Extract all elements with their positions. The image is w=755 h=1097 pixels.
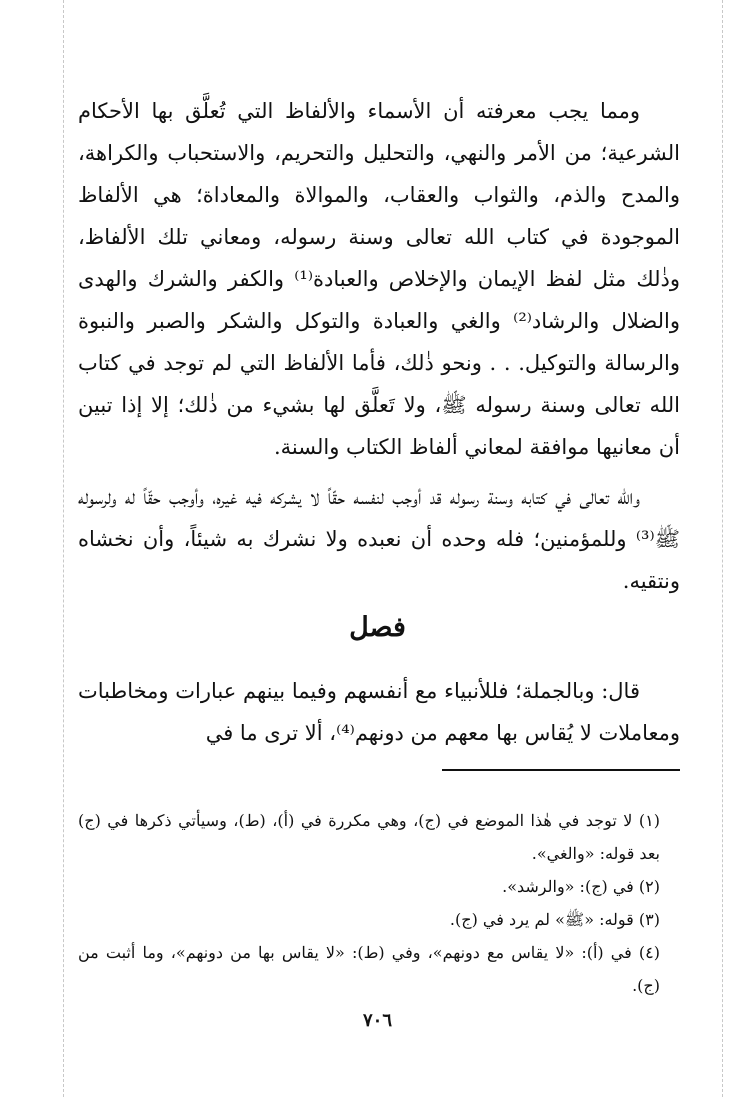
- paragraph-2: والله تعالى في كتابه وسنة رسوله قد أوجب لنفسه حقّاً لا يشركه فيه غيره، وأوجب حقّاً له ولرسوله ﷺ⁽³⁾ وللمؤمنين؛ فله وحده أن نعبده ولا نشرك به شيئاً، وأن نخشاه ونتقيه.: [78, 485, 680, 593]
- scan-edge-line-left: [63, 0, 64, 1097]
- paragraph-3: قال: وبالجملة؛ فللأنبياء مع أنفسهم وفيما بينهم عبارات ومخاطبات ومعاملات لا يُقاس بها معهم من دونهم⁽⁴⁾، ألا ترى ما في: [78, 679, 680, 745]
- scan-edge-line-right: [722, 0, 723, 1097]
- footnote-separator: [442, 769, 680, 771]
- page-number: ٧٠٦: [362, 1010, 392, 1031]
- footnote-3: (٣) قوله: «ﷺ» لم يرد في (ج).: [449, 910, 660, 929]
- footnote-2: (٢) في (ج): «والرشد».: [502, 877, 660, 896]
- footnotes: [78, 804, 680, 1002]
- footnote-1: (١) لا توجد في هٰذا الموضع في (ج)، وهي مكررة في (أ)، (ط)، وسيأتي ذكرها في (ج) بعد قوله: «والغي».: [78, 811, 660, 863]
- paragraph-1: ومما يجب معرفته أن الأسماء والألفاظ التي تُعلَّق بها الأحكام الشرعية؛ من الأمر والنهي، والتحليل والتحريم، والاستحباب والكراهة، والمدح والذم، والثواب والعقاب، والموالاة والمعاداة؛ هي الألفاظ الموجودة في كتاب الله تعالى وسنة رسوله، ومعاني تلك الألفاظ، وذٰلك مثل لفظ الإيمان والإخلاص والعبادة⁽¹⁾ والكفر والشرك والهدى والضلال والرشاد⁽²⁾ والغي والعبادة والتوكل والشكر والصبر والنبوة والرسالة والتوكيل. . . ونحو ذٰلك، فأما الألفاظ التي لم توجد في كتاب الله تعالى وسنة رسوله ﷺ، ولا تَعلَّق لها بشيء من ذٰلك؛ إلا إذا تبين أن معانيها موافقة لمعاني ألفاظ الكتاب والسنة.: [78, 99, 680, 459]
- section-heading: فصل: [349, 612, 406, 643]
- footnote-4: (٤) في (أ): «لا يقاس مع دونهم»، وفي (ط): «لا يقاس بها من دونهم»، وما أثبت من (ج).: [78, 943, 660, 995]
